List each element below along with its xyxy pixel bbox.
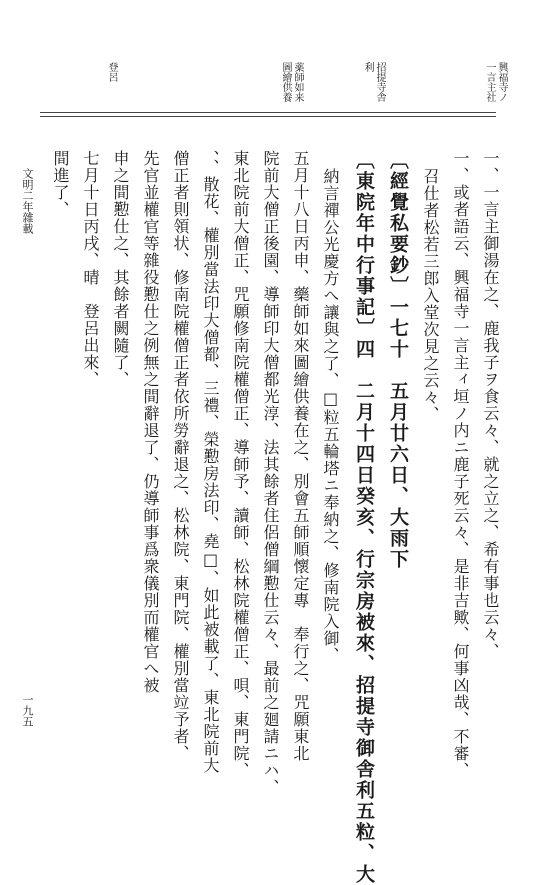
margin-note-relic-1: 招提寺舎 xyxy=(374,62,385,102)
margin-note-toro: 登呂 xyxy=(106,62,117,82)
text-column-13: 申之間懃仕之、其餘者闕隨了、 xyxy=(111,150,130,388)
text-column-1: 一、一言主御湯在之、鹿我子ヲ食云々、就之立之、希有事也云々、 xyxy=(481,150,500,660)
text-column-8: 院前大僧正後園、導師印大僧都光淳、法其餘者住侶僧綱懃仕云々、最前之廻請ニハ、 xyxy=(261,150,280,796)
text-column-2: 一、或者語云、興福寺一言主ィ垣ノ内ニ鹿子死云々、是非吉歟、何事凶哉、不審、 xyxy=(451,150,470,779)
text-column-6: 納言禪公光慶方へ讓與之了、□粒五輪塔ニ奉納之、修南院入御、 xyxy=(321,168,340,664)
text-column-10: 、、散花、權別當法印大僧都、三禮、榮懃房法印、堯□、如此被載了、東北院前大 xyxy=(201,150,220,774)
running-head-title-1: 興福寺ノ xyxy=(496,62,507,102)
running-head-title-2: 一言主社 xyxy=(484,62,495,102)
margin-note-yakushi-1: 薬師如来 xyxy=(292,62,303,102)
text-column-9: 東北院前大僧正、咒願修南院權僧正、導師予、讀師、松林院權僧正、唄、東門院、 xyxy=(231,150,250,779)
page-number: 一九五 xyxy=(21,694,34,727)
text-column-15: 間進了、 xyxy=(51,150,70,218)
text-column-3: 召仕者松若三郎入堂次見之云々、 xyxy=(421,168,440,423)
text-column-5: 〔東院年中行事記〕四 二月十四日癸亥、行宗房被來、招提寺御舎利五粒、大 xyxy=(353,150,375,885)
margin-note-relic-2: 利 xyxy=(362,62,373,72)
text-column-7: 五月十八日丙申、藥師如來圖繪供養在之、別會五師順懷定專 奉行之、咒願東北 xyxy=(291,150,310,762)
header-rule-2 xyxy=(40,116,496,117)
text-column-12: 先官並權官等雜役懃仕之例無之間辭退了、仍導師事爲衆儀別而權官へ被 xyxy=(141,150,160,694)
margin-note-yakushi-2: 圖繪供養 xyxy=(280,62,291,102)
text-column-14: 七月十日丙戌、晴 登呂出來、 xyxy=(81,150,100,388)
running-head-left: 文明二年雜載 xyxy=(21,168,34,234)
header-rule xyxy=(40,112,496,113)
text-column-4: 〔經覺私要鈔〕一七十 五月廿六日、大雨下 xyxy=(387,150,409,570)
text-column-11: 僧正者則領状、修南院權僧正者依所勞辭退之、松林院、東門院、權別當竝予者、 xyxy=(171,150,190,762)
